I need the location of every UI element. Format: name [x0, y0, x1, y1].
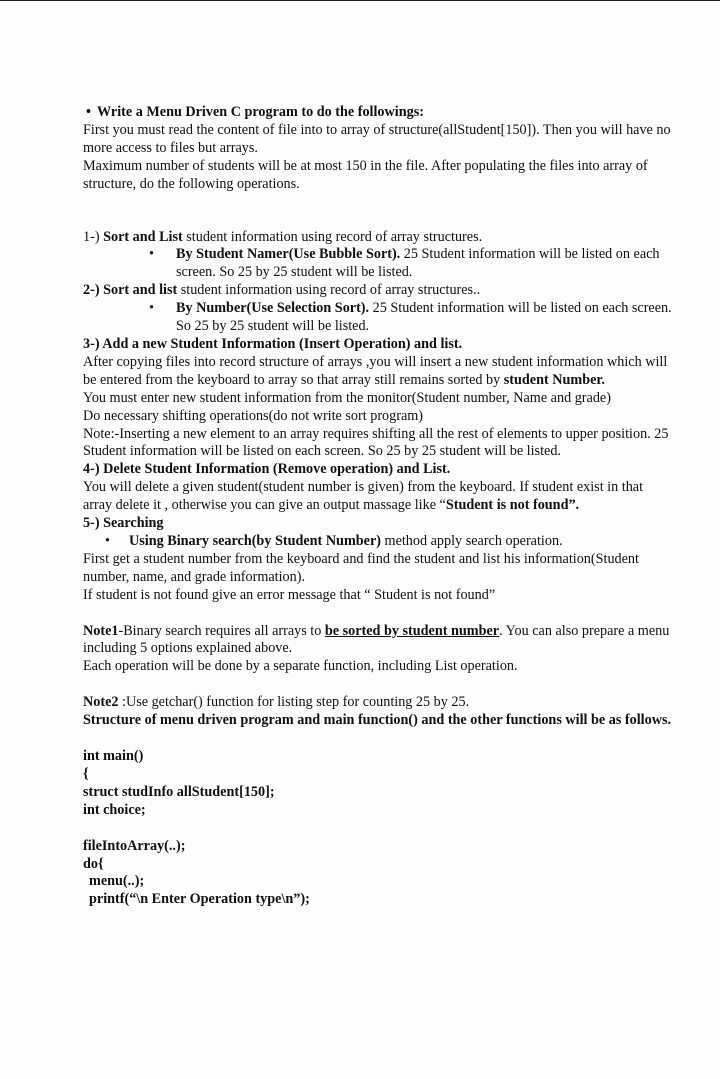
bullet-icon: •: [149, 246, 154, 263]
code-line: menu(..);: [89, 873, 145, 890]
code-line: printf(“\n Enter Operation type\n”);: [89, 891, 310, 908]
top-border: [0, 0, 720, 1]
intro-paragraph-2: Maximum number of students will be at most 150 in the file. After populating the files into array of structure, do the following operations.: [83, 157, 648, 192]
code-snippet: [83, 748, 673, 909]
item3-heading: 3-) Add a new Student Information (Insert Operation) and list.: [83, 335, 463, 352]
document-page: [83, 104, 673, 909]
code-line: [83, 820, 673, 838]
code-line: {: [83, 766, 89, 782]
item2-bullet: • By Number(Use Selection Sort). 25 Student information will be listed on each screen. So 25 by 25 student will be listed.: [149, 300, 672, 335]
item2-heading: 2-) Sort and list student information using record of array structures..: [83, 282, 481, 299]
intro-heading: • Write a Menu Driven C program to do the followings:: [86, 104, 424, 120]
intro-paragraph-1: First you must read the content of file into to array of structure(allStudent[150]). Then you will have no more access to files but arrays.: [83, 121, 671, 156]
bullet-icon: •: [86, 104, 91, 120]
note1-paragraph: Note1-Binary search requires all arrays to be sorted by student number. You can also prepare a menu including 5 options explained above.: [83, 622, 670, 657]
item3-paragraph-1: After copying files into record structure of arrays ,you will insert a new student information which will be entered from the keyboard to array so that array still remains sorted by student Number.: [83, 353, 668, 388]
item1-heading: 1-) Sort and List student information using record of array structures.: [83, 228, 483, 245]
item5-heading: 5-) Searching: [83, 515, 164, 532]
note2-structure-line: Structure of menu driven program and main function() and the other functions will be as follows.: [83, 712, 672, 729]
item5-bullet: • Using Binary search(by Student Number) method apply search operation.: [105, 532, 563, 549]
code-line: int main(): [83, 748, 144, 765]
bullet-icon: •: [149, 300, 154, 317]
code-line: fileIntoArray(..);: [83, 837, 186, 854]
item3-note: Note:-Inserting a new element to an array requires shifting all the rest of elements to upper position. 25 Student information will be listed on each screen. So 25 by 25 student will be listed.: [83, 425, 669, 460]
item1-bullet: • By Student Namer(Use Bubble Sort). 25 Student information will be listed on each screen. So 25 by 25 student will be listed.: [149, 246, 660, 281]
note2-paragraph: Note2 :Use getchar() function for listing step for counting 25 by 25.: [83, 694, 470, 711]
code-line: do{: [83, 855, 104, 872]
note1-paragraph-2: Each operation will be done by a separate function, including List operation.: [83, 658, 518, 675]
code-line: struct studInfo allStudent[150];: [83, 783, 275, 800]
item5-paragraph-2: If student is not found give an error message that “ Student is not found”: [83, 586, 496, 603]
bullet-icon: •: [105, 532, 110, 549]
item3-paragraph-2: You must enter new student information from the monitor(Student number, Name and grade): [83, 389, 611, 406]
item4-heading: 4-) Delete Student Information (Remove operation) and List.: [83, 461, 451, 478]
item4-paragraph: You will delete a given student(student number is given) from the keyboard. If student exist in that array delete it , otherwise you can give an output massage like “Student is not found”.: [83, 479, 644, 514]
item5-paragraph-1: First get a student number from the keyboard and find the student and list his information(Student number, name, and grade information).: [83, 550, 639, 585]
code-line: int choice;: [83, 801, 146, 818]
item3-paragraph-3: Do necessary shifting operations(do not write sort program): [83, 407, 424, 424]
